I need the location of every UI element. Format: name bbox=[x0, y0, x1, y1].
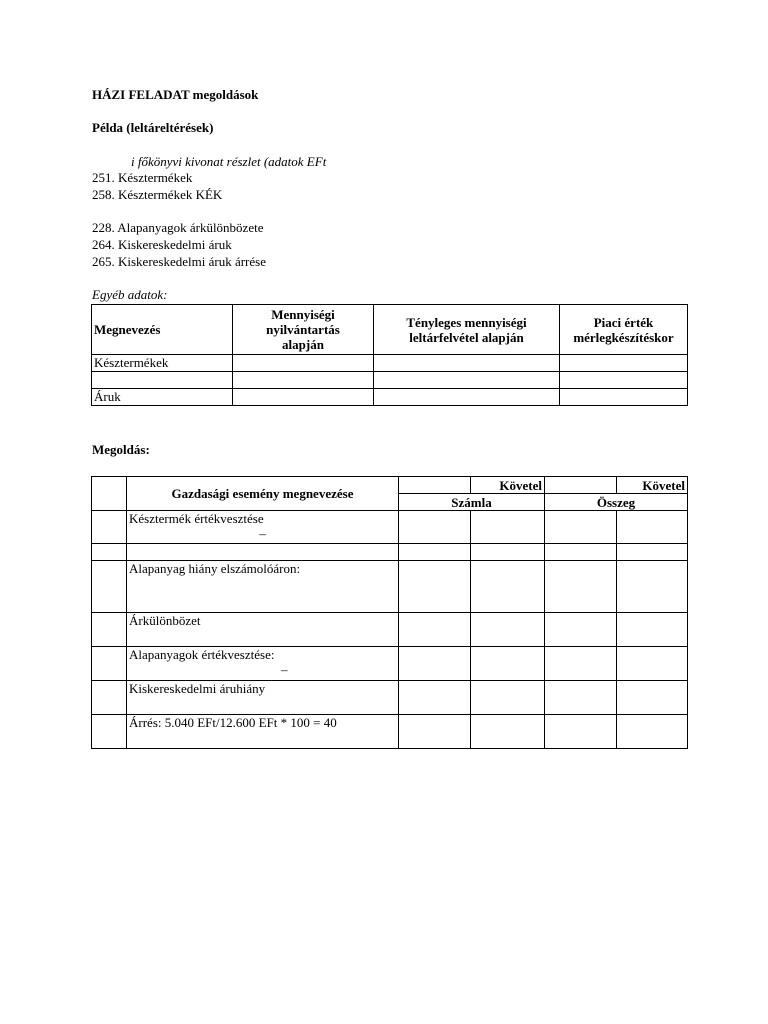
header-market-line: Piaci érték bbox=[593, 314, 654, 330]
table-cell bbox=[233, 355, 374, 372]
inventory-table bbox=[91, 304, 688, 406]
table-cell bbox=[617, 544, 688, 561]
event-cell: Árkülönbözet bbox=[127, 613, 399, 647]
table-cell bbox=[617, 647, 688, 681]
event-cell: Árrés: 5.040 EFt/12.600 EFt * 100 = 40 bbox=[127, 715, 399, 749]
table-cell bbox=[92, 681, 127, 715]
table-cell bbox=[374, 389, 560, 406]
event-dash: – bbox=[259, 526, 266, 541]
event-cell: Kiskereskedelmi áruhiány bbox=[127, 681, 399, 715]
table-cell bbox=[617, 511, 688, 544]
table-cell bbox=[399, 647, 471, 681]
table-cell bbox=[560, 372, 688, 389]
table-cell bbox=[471, 613, 545, 647]
header-event: Gazdasági esemény megnevezése bbox=[127, 477, 399, 511]
table-cell bbox=[471, 561, 545, 613]
header-market-line: mérlegkészítéskor bbox=[573, 329, 674, 345]
account-line: 258. Késztermékek KÉK bbox=[92, 187, 223, 202]
table-cell bbox=[92, 511, 127, 544]
header-szamla: Számla bbox=[399, 494, 545, 511]
table-cell bbox=[545, 477, 617, 494]
table-cell bbox=[399, 561, 471, 613]
event-text: Alapanyagok értékvesztése: bbox=[129, 647, 275, 662]
table-cell bbox=[545, 715, 617, 749]
table-cell bbox=[399, 511, 471, 544]
table-cell bbox=[471, 681, 545, 715]
table-cell bbox=[92, 647, 127, 681]
table-cell bbox=[399, 544, 471, 561]
table-cell bbox=[617, 681, 688, 715]
table-cell bbox=[471, 715, 545, 749]
event-text: Késztermék értékvesztése bbox=[129, 511, 264, 526]
table-cell bbox=[545, 613, 617, 647]
table-cell bbox=[92, 561, 127, 613]
event-dash: – bbox=[281, 662, 288, 677]
table-cell bbox=[233, 389, 374, 406]
ledger-intro: i főkönyvi kivonat részlet (adatok EFt bbox=[131, 154, 327, 169]
table-cell bbox=[399, 681, 471, 715]
event-cell: Alapanyag hiány elszámolóáron: bbox=[127, 561, 399, 613]
page-title: HÁZI FELADAT megoldások bbox=[92, 87, 259, 102]
account-line: 251. Késztermékek bbox=[92, 170, 193, 185]
table-cell bbox=[233, 372, 374, 389]
table-cell bbox=[92, 477, 127, 511]
table-cell bbox=[92, 372, 233, 389]
header-name: Megnevezés bbox=[92, 305, 233, 355]
table-cell bbox=[545, 647, 617, 681]
table-cell: Áruk bbox=[92, 389, 233, 406]
account-line: 265. Kiskereskedelmi áruk árrése bbox=[92, 254, 266, 269]
table-cell bbox=[617, 561, 688, 613]
event-cell bbox=[127, 544, 399, 561]
table-cell bbox=[399, 715, 471, 749]
table-cell bbox=[471, 544, 545, 561]
header-recorded-line: Mennyiségi bbox=[271, 307, 335, 322]
header-actual bbox=[374, 305, 560, 355]
table-cell bbox=[617, 613, 688, 647]
header-actual-line: leltárfelvétel alapján bbox=[409, 329, 524, 345]
table-cell bbox=[471, 647, 545, 681]
table-cell bbox=[560, 355, 688, 372]
solution-table bbox=[91, 476, 688, 749]
account-line: 264. Kiskereskedelmi áruk bbox=[92, 237, 232, 252]
table-cell bbox=[545, 544, 617, 561]
table-cell bbox=[545, 561, 617, 613]
table-cell bbox=[545, 511, 617, 544]
table-cell bbox=[92, 613, 127, 647]
table-cell bbox=[545, 681, 617, 715]
table-cell bbox=[399, 613, 471, 647]
event-cell bbox=[127, 511, 399, 544]
account-line: 228. Alapanyagok árkülönbözete bbox=[92, 220, 264, 235]
header-recorded-line: alapján bbox=[282, 337, 324, 352]
header-recorded bbox=[233, 305, 374, 355]
example-heading: Példa (leltáreltérések) bbox=[92, 120, 214, 135]
table-cell bbox=[92, 544, 127, 561]
header-osszeg: Összeg bbox=[545, 494, 688, 511]
table-cell bbox=[374, 372, 560, 389]
header-market bbox=[560, 305, 688, 355]
event-cell bbox=[127, 647, 399, 681]
solution-heading: Megoldás: bbox=[92, 442, 150, 457]
table-cell: Késztermékek bbox=[92, 355, 233, 372]
table-cell bbox=[617, 715, 688, 749]
table-cell bbox=[92, 715, 127, 749]
other-data-label: Egyéb adatok: bbox=[92, 287, 168, 302]
header-kovetel-1: Követel bbox=[471, 477, 545, 494]
table-cell bbox=[560, 389, 688, 406]
table-cell bbox=[374, 355, 560, 372]
header-kovetel-2: Követel bbox=[617, 477, 688, 494]
table-cell bbox=[399, 477, 471, 494]
header-recorded-line: nyilvántartás bbox=[266, 322, 340, 337]
table-cell bbox=[471, 511, 545, 544]
header-actual-line: Tényleges mennyiségi bbox=[406, 314, 527, 330]
